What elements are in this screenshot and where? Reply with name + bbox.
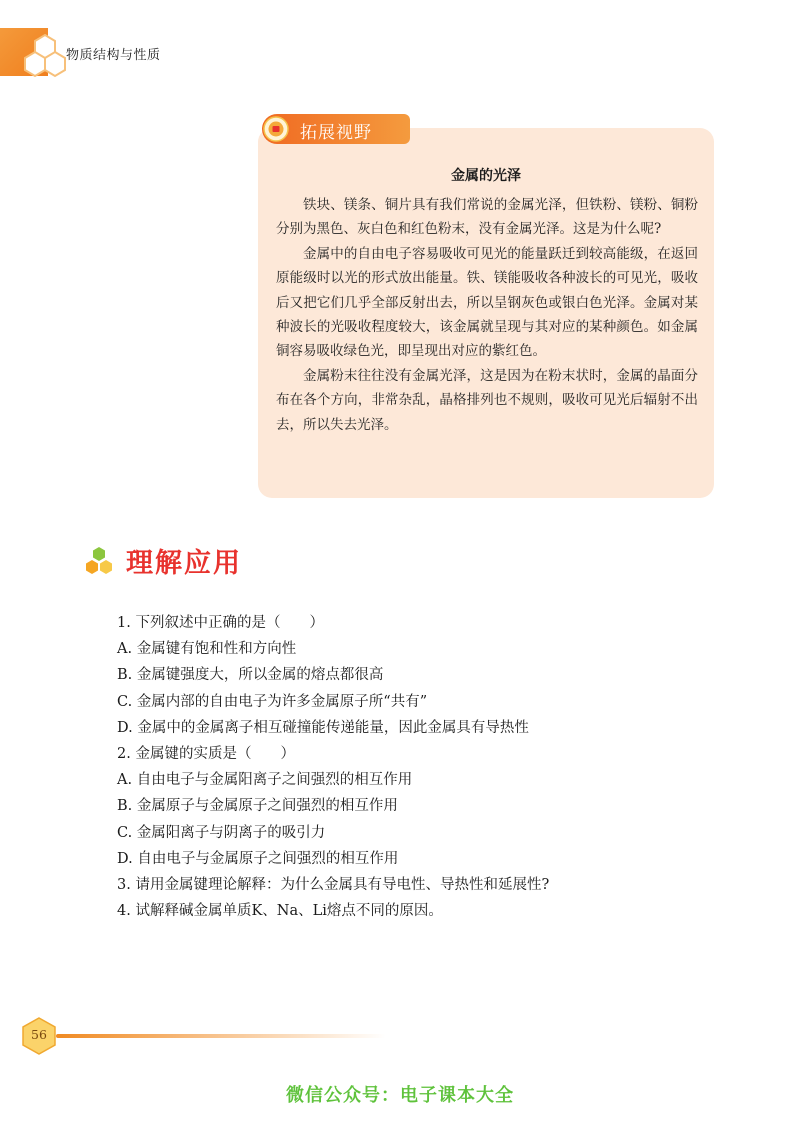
question-option: A. 金属键有饱和性和方向性 xyxy=(117,641,297,658)
extension-tab-label: 拓展视野 xyxy=(300,123,372,143)
section-title: 理解应用 xyxy=(126,548,242,579)
section-hexagon-icon xyxy=(84,546,114,576)
extension-paragraph: 铁块、镁条、铜片具有我们常说的金属光泽，但铁粉、镁粉、铜粉分别为黑色、灰白色和红色粉末，没有金属光泽。这是为什么呢? xyxy=(276,197,698,238)
question-list xyxy=(117,610,737,924)
extension-paragraph: 金属中的自由电子容易吸收可见光的能量跃迁到较高能级，在返回原能级时以光的形式放出能量。铁、镁能吸收各种波长的可见光，吸收后又把它们几乎全部反射出去，所以呈钢灰色或银白色光泽。金属对某种波长的光吸收程度较大，该金属就呈现与其对应的某种颜色。如金属铜容易吸收绿色光，即呈现出对应的紫红色。 xyxy=(276,245,698,360)
question-item: 2. 金属键的实质是（ ） xyxy=(117,746,295,763)
question-item: 1. 下列叙述中正确的是（ ） xyxy=(117,615,324,631)
question-option: C. 金属内部的自由电子为许多金属原子所“共有” xyxy=(117,693,428,710)
book-title: 物质结构与性质 xyxy=(66,48,161,63)
question-option: C. 金属阳离子与阴离子的吸引力 xyxy=(117,824,326,841)
question-option: D. 金属中的金属离子相互碰撞能传递能量，因此金属具有导热性 xyxy=(117,719,529,736)
extension-body xyxy=(276,193,698,437)
question-option: A. 自由电子与金属阳离子之间强烈的相互作用 xyxy=(117,772,413,789)
question-option: B. 金属键强度大，所以金属的熔点都很高 xyxy=(117,667,384,684)
extension-title: 金属的光泽 xyxy=(451,168,521,184)
hexagon-logo-icon xyxy=(22,32,68,78)
question-option: B. 金属原子与金属原子之间强烈的相互作用 xyxy=(117,798,398,815)
question-option: D. 自由电子与金属原子之间强烈的相互作用 xyxy=(117,850,399,867)
watermark-text: 微信公众号：电子课本大全 xyxy=(286,1085,514,1106)
page-number: 56 xyxy=(31,1027,47,1042)
question-item: 3. 请用金属键理论解释：为什么金属具有导电性、导热性和延展性? xyxy=(117,877,550,894)
footer-rule xyxy=(56,1034,386,1038)
question-item: 4. 试解释碱金属单质K、Na、Li熔点不同的原因。 xyxy=(117,903,443,920)
extension-paragraph: 金属粉末往往没有金属光泽，这是因为在粉末状时，金属的晶面分布在各个方向，非常杂乱，晶格排列也不规则，吸收可见光后辐射不出去，所以失去光泽。 xyxy=(276,367,698,433)
badge-icon xyxy=(263,116,289,142)
